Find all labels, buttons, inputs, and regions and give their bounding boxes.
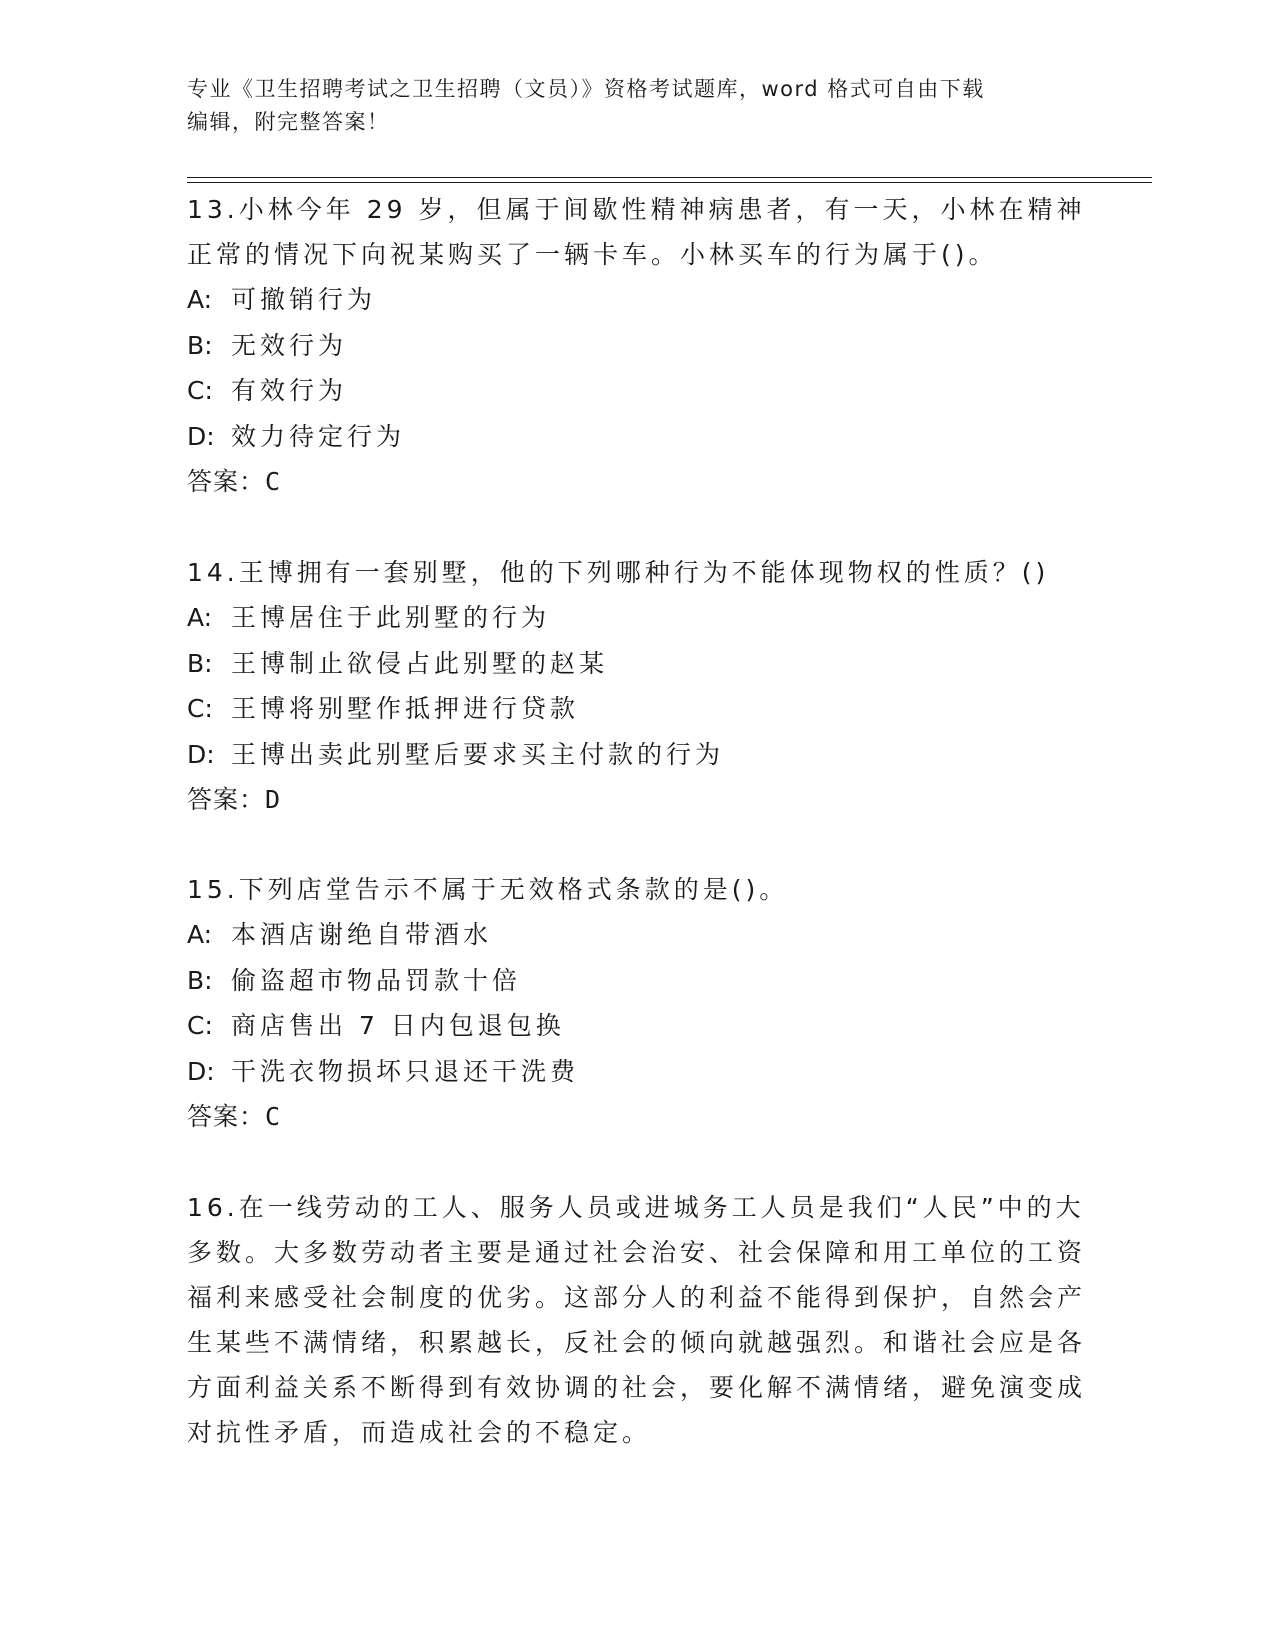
- answer-value: C: [265, 467, 281, 496]
- option-key: D:: [187, 739, 215, 769]
- answer-label: 答案：: [187, 785, 266, 814]
- option-text: 本酒店谢绝自带酒水: [231, 920, 493, 949]
- option-a: [187, 595, 1087, 641]
- answer-label: 答案：: [187, 1102, 266, 1131]
- option-text: 王博居住于此别墅的行为: [231, 603, 551, 632]
- option-text: 商店售出 7 日内包退包换: [231, 1011, 565, 1040]
- option-text: 偷盗超市物品罚款十倍: [231, 965, 522, 995]
- option-a: [187, 277, 1087, 323]
- answer-line: [187, 459, 1087, 505]
- question-text: 16.在一线劳动的工人、服务人员或进城务工人员是我们“人民”中的大多数。大多数劳动者主要是通过社会治安、社会保障和用工单位的工资福利来感受社会制度的优劣。这部分人的利益不能得到保护，自然会产生某些不满情绪，积累越长，反社会的倾向就越强烈。和谐社会应是各方面利益关系不断得到有效协调的社会，要化解不满情绪，避免演变成对抗性矛盾，而造成社会的不稳定。: [187, 1193, 1087, 1447]
- document-header: [187, 73, 1087, 139]
- option-d: [187, 414, 1087, 460]
- option-key: C:: [187, 376, 213, 405]
- question-16: [187, 1185, 1087, 1455]
- option-b: [187, 323, 1087, 369]
- option-key: D:: [187, 421, 215, 451]
- option-key: D:: [187, 1056, 215, 1086]
- option-a: [187, 912, 1087, 958]
- option-d: [187, 732, 1087, 778]
- answer-label: 答案：: [187, 467, 266, 496]
- header-divider-bottom: [187, 182, 1152, 183]
- answer-line: [187, 777, 1087, 823]
- option-text: 干洗衣物损坏只退还干洗费: [231, 1056, 580, 1086]
- option-b: [187, 958, 1087, 1004]
- option-key: B:: [187, 648, 213, 678]
- option-key: A:: [187, 603, 213, 632]
- header-line-1: 专业《卫生招聘考试之卫生招聘（文员）》资格考试题库，word 格式可自由下载: [187, 77, 985, 101]
- option-key: B:: [187, 330, 213, 360]
- answer-value: C: [265, 1102, 281, 1131]
- question-text: 15.下列店堂告示不属于无效格式条款的是()。: [187, 875, 789, 904]
- header-divider-top: [187, 177, 1152, 178]
- option-text: 王博将别墅作抵押进行贷款: [231, 694, 580, 723]
- question-15: [187, 867, 1087, 1140]
- option-text: 王博制止欲侵占此别墅的赵某: [231, 648, 609, 678]
- option-text: 王博出卖此别墅后要求买主付款的行为: [231, 739, 725, 769]
- option-text: 无效行为: [231, 330, 348, 360]
- answer-line: [187, 1094, 1087, 1140]
- option-c: [187, 368, 1087, 414]
- answer-value: D: [265, 785, 281, 814]
- option-key: A:: [187, 920, 213, 949]
- option-d: [187, 1049, 1087, 1095]
- option-text: 有效行为: [231, 376, 348, 405]
- option-b: [187, 641, 1087, 687]
- option-key: B:: [187, 965, 213, 995]
- option-key: C:: [187, 694, 213, 723]
- option-key: C:: [187, 1011, 213, 1040]
- question-14: [187, 550, 1087, 823]
- option-text: 效力待定行为: [231, 421, 406, 451]
- option-text: 可撤销行为: [231, 285, 377, 314]
- option-key: A:: [187, 285, 213, 314]
- option-c: [187, 1003, 1087, 1049]
- question-13: [187, 187, 1087, 505]
- option-c: [187, 686, 1087, 732]
- question-text: 13.小林今年 29 岁，但属于间歇性精神病患者，有一天，小林在精神正常的情况下向祝某购买了一辆卡车。小林买车的行为属于()。: [187, 195, 1086, 269]
- header-line-2: 编辑，附完整答案！: [187, 110, 390, 134]
- question-text: 14.王博拥有一套别墅，他的下列哪种行为不能体现物权的性质？(): [187, 558, 1050, 587]
